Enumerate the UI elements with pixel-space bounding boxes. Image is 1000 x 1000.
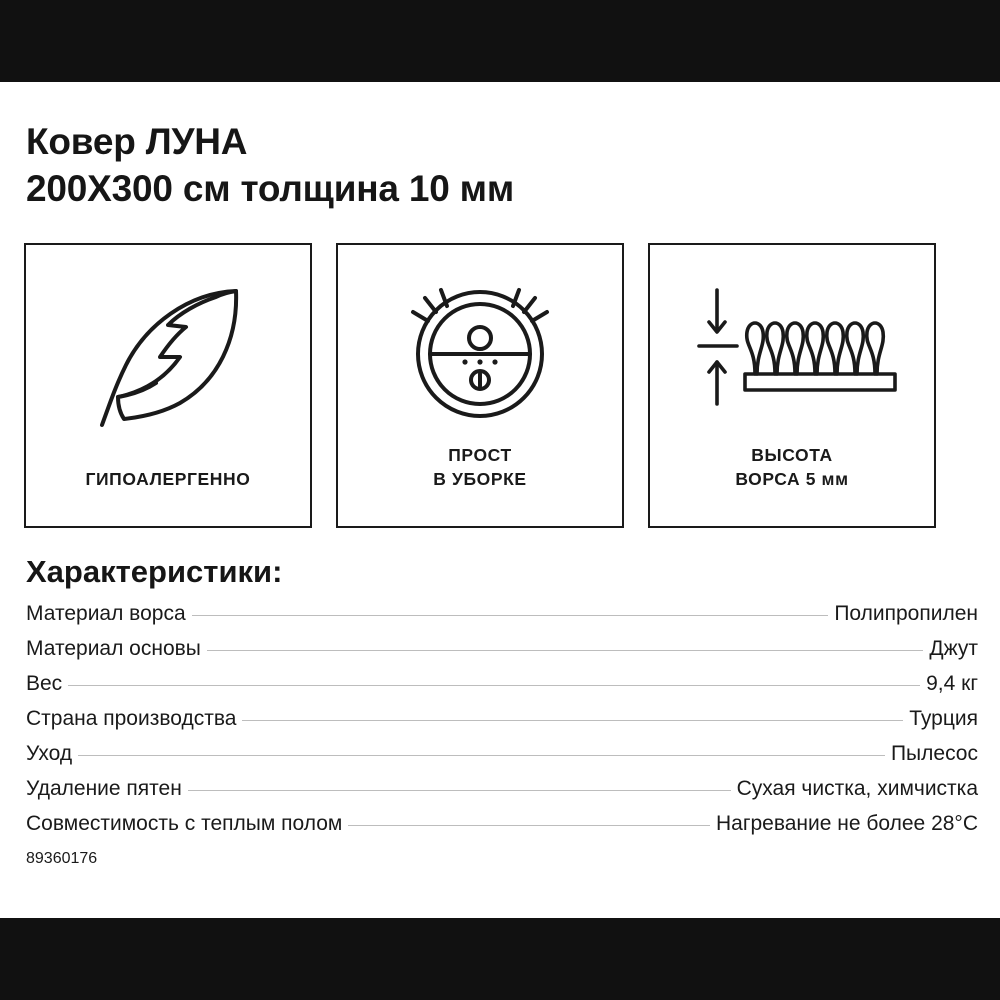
spec-leader [68,685,920,686]
spec-key: Уход [26,741,73,765]
badge-caption: ВЫСОТА ВОРСА 5 мм [735,445,849,490]
pile-height-icon [650,259,934,445]
product-title-line2: 200X300 см толщина 10 мм [26,168,515,210]
spec-value: Полипропилен [834,601,978,625]
feather-icon [26,259,310,468]
spec-leader [78,755,885,756]
badge-caption: ПРОСТ В УБОРКЕ [433,445,527,490]
table-row [26,736,978,771]
table-row [26,666,978,701]
table-row [26,596,978,631]
spec-key: Материал основы [26,636,201,660]
spec-key: Материал ворса [26,601,186,625]
specs-heading: Характеристики: [26,553,283,589]
table-row [26,631,978,666]
badge-easy-clean [336,243,624,528]
robot-vacuum-icon [338,259,622,445]
spec-key: Совместимость с теплым полом [26,811,343,835]
spec-value: Турция [909,706,978,730]
spec-value: Сухая чистка, химчистка [736,776,978,800]
spec-leader [207,650,923,651]
spec-value: Нагревание не более 28°C [715,811,978,835]
top-black-bar [0,0,1000,82]
table-row [26,771,978,806]
product-title-line1: Ковер ЛУНА [26,121,248,162]
spec-leader [348,825,710,826]
spec-leader [188,790,731,791]
spec-value: 9,4 кг [926,671,978,695]
spec-key: Удаление пятен [26,776,182,800]
table-row [26,806,978,841]
spec-leader [242,720,903,721]
feature-badges [24,243,976,528]
bottom-black-bar [0,918,1000,1000]
badge-hypoallergenic [24,243,312,528]
badge-pile-height [648,243,936,528]
spec-value: Пылесос [890,741,978,765]
spec-value: Джут [929,636,978,660]
table-row [26,701,978,736]
page-title [26,118,976,213]
specs-table [26,596,978,841]
spec-key: Вес [26,671,63,695]
sku-code: 89360176 [26,849,98,867]
spec-leader [192,615,829,616]
badge-caption: ГИПОАЛЕРГЕННО [85,469,251,490]
spec-key: Страна производства [26,706,237,730]
card-content [0,82,1000,918]
